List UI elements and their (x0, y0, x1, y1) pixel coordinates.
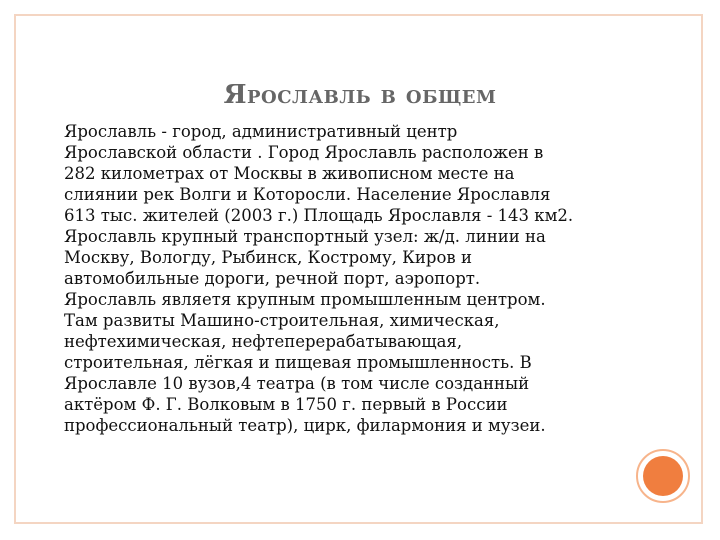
slide-title: Ярославль в общем (223, 80, 497, 110)
slide-body-text: Ярославль - город, административный центр Ярославской области . Город Ярославль расположен в 282 километрах от Москвы в живописном месте на слиянии рек Волги и Которосли. Население Ярославля 613 тыс. жителей (2003 г.) Площадь Ярославля - 143 км2. Ярославль крупный транспортный узел: ж/д. линии на Москву, Вологду, Рыбинск, Кострому, Киров и автомобильные дороги, речной порт, аэропорт. Ярославль являетя крупным промышленным центром. Там развиты Машино-строительная, химическая, нефтехимическая, нефтеперерабатывающая, строительная, лёгкая и пищевая промышленность. В Ярославле 10 вузов,4 театра (в том числе созданный актёром Ф. Г. Волковым в 1750 г. первый в России профессиональный театр), цирк, филармония и музеи. (64, 122, 574, 435)
decorative-circle-icon (643, 456, 683, 496)
